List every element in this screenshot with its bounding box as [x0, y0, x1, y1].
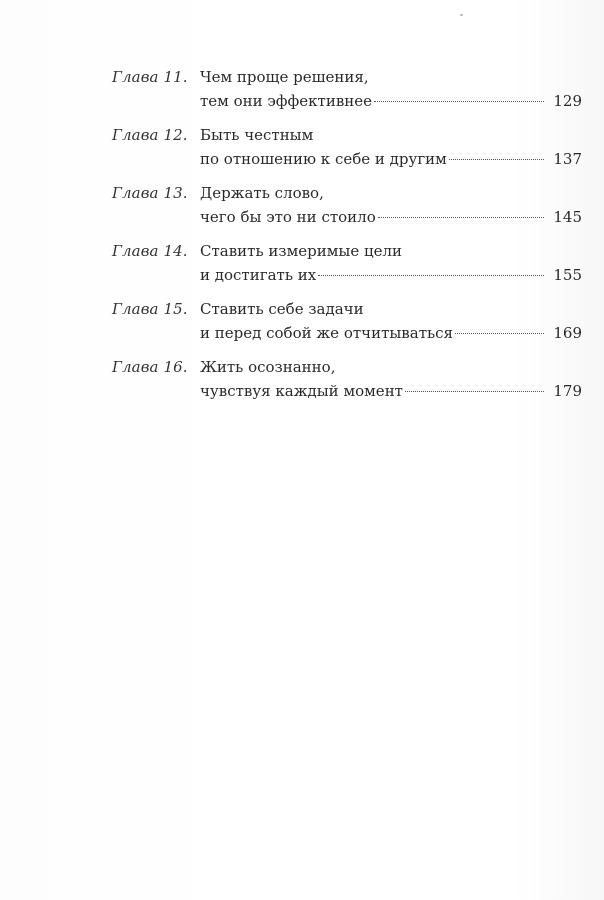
chapter-title-line1: Чем проще решения, — [200, 68, 369, 86]
chapter-title-line2: чувствуя каждый момент — [200, 382, 403, 400]
chapter-title-line1: Ставить себе задачи — [200, 300, 364, 318]
chapter-title-line1: Ставить измеримые цели — [200, 242, 403, 260]
toc-entry — [112, 181, 582, 239]
chapter-number: Глава 13. — [112, 184, 188, 202]
chapter-number: Глава 11. — [112, 68, 188, 86]
page-number: 155 — [553, 266, 582, 284]
chapter-title-line1: Быть честным — [200, 126, 314, 144]
chapter-title — [200, 65, 582, 123]
chapter-title — [200, 355, 582, 413]
paper-speck — [460, 14, 463, 16]
dot-leader — [318, 275, 544, 276]
chapter-title-line2: по отношению к себе и другим — [200, 150, 447, 168]
dot-leader — [455, 333, 544, 334]
chapter-title-line1: Держать слово, — [200, 184, 324, 202]
chapter-title — [200, 297, 582, 355]
chapter-number: Глава 14. — [112, 242, 188, 260]
chapter-title-line2: и достигать их — [200, 266, 317, 284]
chapter-title — [200, 123, 582, 181]
chapter-title — [200, 239, 582, 297]
chapter-title — [200, 181, 582, 239]
toc-entry — [112, 355, 582, 413]
page-number: 145 — [553, 208, 582, 226]
toc-entry — [112, 297, 582, 355]
dot-leader — [405, 391, 544, 392]
dot-leader — [374, 101, 544, 102]
chapter-number: Глава 15. — [112, 300, 188, 318]
chapter-title-line2: чего бы это ни стоило — [200, 208, 376, 226]
table-of-contents — [112, 65, 582, 413]
chapter-title-line2: и перед собой же отчитываться — [200, 324, 454, 342]
toc-entry — [112, 123, 582, 181]
chapter-title-line2-row — [200, 147, 582, 171]
chapter-number: Глава 16. — [112, 358, 188, 376]
chapter-number: Глава 12. — [112, 126, 188, 144]
page-number: 169 — [553, 324, 582, 342]
chapter-title-line2-row — [200, 321, 582, 345]
toc-entry — [112, 65, 582, 123]
chapter-title-line2-row — [200, 263, 582, 287]
page-number: 137 — [553, 150, 582, 168]
page-number: 179 — [553, 382, 582, 400]
dot-leader — [449, 159, 544, 160]
chapter-title-line2-row — [200, 89, 582, 113]
chapter-title-line2-row — [200, 205, 582, 229]
dot-leader — [378, 217, 544, 218]
toc-entry — [112, 239, 582, 297]
chapter-title-line2-row — [200, 379, 582, 403]
chapter-title-line2: тем они эффективнее — [200, 92, 373, 110]
chapter-title-line1: Жить осознанно, — [200, 358, 336, 376]
page-number: 129 — [553, 92, 582, 110]
